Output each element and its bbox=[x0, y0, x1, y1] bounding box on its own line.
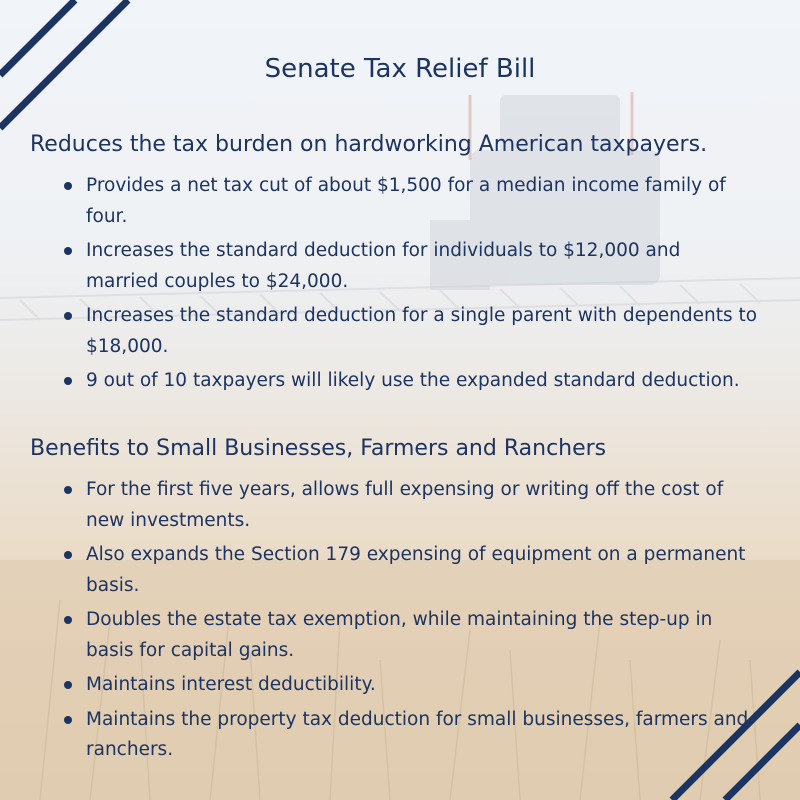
list-item bbox=[58, 605, 758, 666]
list-item bbox=[58, 366, 758, 397]
section-heading-taxpayers: Reduces the tax burden on hardworking American taxpayers. bbox=[30, 132, 708, 157]
bullet-text: Increases the standard deduction for a single parent with dependents to $18,000. bbox=[86, 305, 758, 357]
bullet-list-taxpayers bbox=[58, 171, 758, 401]
bullet-icon bbox=[64, 182, 72, 190]
list-item bbox=[58, 705, 758, 766]
bullet-icon bbox=[64, 681, 72, 689]
bullet-icon bbox=[64, 377, 72, 385]
bullet-icon bbox=[64, 247, 72, 255]
bullet-text: Also expands the Section 179 expensing of equipment on a permanent basis. bbox=[86, 544, 746, 596]
page-title: Senate Tax Relief Bill bbox=[264, 54, 536, 84]
bullet-text: Maintains interest deductibility. bbox=[86, 674, 376, 695]
list-item bbox=[58, 301, 758, 362]
list-item bbox=[58, 171, 758, 232]
bullet-icon bbox=[64, 312, 72, 320]
bullet-text: 9 out of 10 taxpayers will likely use the expanded standard deduction. bbox=[86, 370, 740, 391]
bullet-text: Increases the standard deduction for individuals to $12,000 and married couples to $24,000. bbox=[86, 240, 681, 292]
list-item bbox=[58, 670, 758, 701]
list-item bbox=[58, 236, 758, 297]
bullet-text: Maintains the property tax deduction for small businesses, farmers and ranchers. bbox=[86, 708, 749, 760]
bullet-list-small-businesses bbox=[58, 475, 758, 770]
bullet-text: Doubles the estate tax exemption, while maintaining the step-up in basis for capital gains. bbox=[86, 609, 713, 661]
section-heading-small-businesses: Benefits to Small Businesses, Farmers and Ranchers bbox=[30, 436, 607, 461]
list-item bbox=[58, 540, 758, 601]
bullet-icon bbox=[64, 551, 72, 559]
bullet-text: Provides a net tax cut of about $1,500 for a median income family of four. bbox=[86, 175, 726, 227]
bullet-icon bbox=[64, 616, 72, 624]
bullet-icon bbox=[64, 486, 72, 494]
bullet-icon bbox=[64, 716, 72, 724]
list-item bbox=[58, 475, 758, 536]
bullet-text: For the first five years, allows full expensing or writing off the cost of new investments. bbox=[86, 479, 724, 531]
